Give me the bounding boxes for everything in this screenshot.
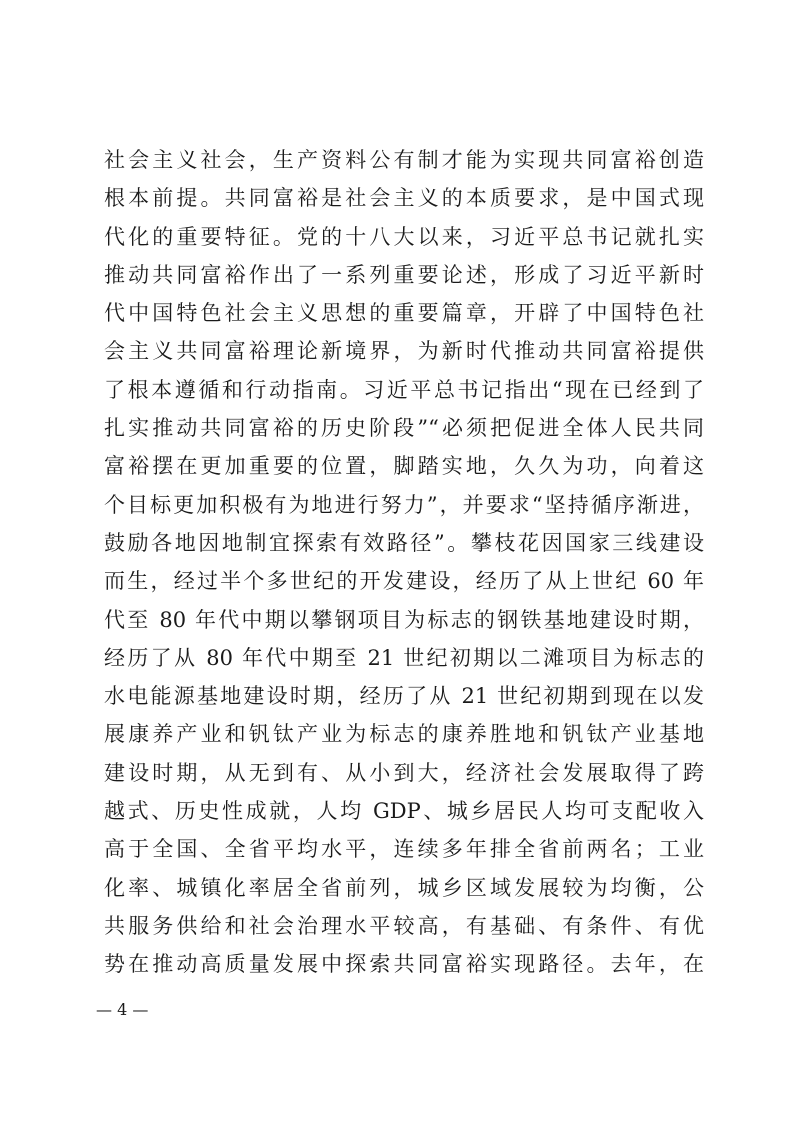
text-line: 越式、历史性成就，人均 GDP、城乡居民人均可支配收入 (104, 799, 704, 824)
text-line: 代至 80 年代中期以攀钢项目为标志的钢铁基地建设时期， (104, 607, 704, 632)
text-line: 鼓励各地因地制宜探索有效路径”。攀枝花因国家三线建设 (104, 530, 704, 555)
text-line: 经历了从 80 年代中期至 21 世纪初期以二滩项目为标志的 (104, 645, 704, 670)
text-line: 代中国特色社会主义思想的重要篇章，开辟了中国特色社 (104, 301, 704, 326)
body-text (104, 141, 704, 984)
text-line: 展康养产业和钒钛产业为标志的康养胜地和钒钛产业基地 (104, 722, 704, 747)
page-number: — 4 — (96, 1000, 149, 1019)
text-line: 扎实推动共同富裕的历史阶段”“必须把促进全体人民共同 (104, 416, 704, 441)
text-line: 高于全国、全省平均水平，连续多年排全省前两名；工业 (104, 837, 704, 862)
text-line: 了根本遵循和行动指南。习近平总书记指出“现在已经到了 (104, 377, 704, 402)
text-line: 根本前提。共同富裕是社会主义的本质要求，是中国式现 (104, 186, 704, 211)
text-line: 势在推动高质量发展中探索共同富裕实现路径。去年，在 (104, 952, 704, 977)
text-line: 个目标更加积极有为地进行努力”，并要求“坚持循序渐进， (104, 492, 704, 517)
text-line: 会主义共同富裕理论新境界，为新时代推动共同富裕提供 (104, 339, 704, 364)
text-line: 建设时期，从无到有、从小到大，经济社会发展取得了跨 (104, 760, 704, 785)
text-line: 富裕摆在更加重要的位置，脚踏实地，久久为功，向着这 (104, 454, 704, 479)
text-line: 化率、城镇化率居全省前列，城乡区域发展较为均衡，公 (104, 875, 704, 900)
text-line: 代化的重要特征。党的十八大以来，习近平总书记就扎实 (104, 224, 704, 249)
text-line: 社会主义社会，生产资料公有制才能为实现共同富裕创造 (104, 148, 704, 172)
text-line: 而生，经过半个多世纪的开发建设，经历了从上世纪 60 年 (104, 569, 704, 594)
text-line: 共服务供给和社会治理水平较高，有基础、有条件、有优 (104, 913, 704, 938)
text-line: 推动共同富裕作出了一系列重要论述，形成了习近平新时 (104, 262, 704, 287)
text-line: 水电能源基地建设时期，经历了从 21 世纪初期到现在以发 (104, 684, 704, 709)
